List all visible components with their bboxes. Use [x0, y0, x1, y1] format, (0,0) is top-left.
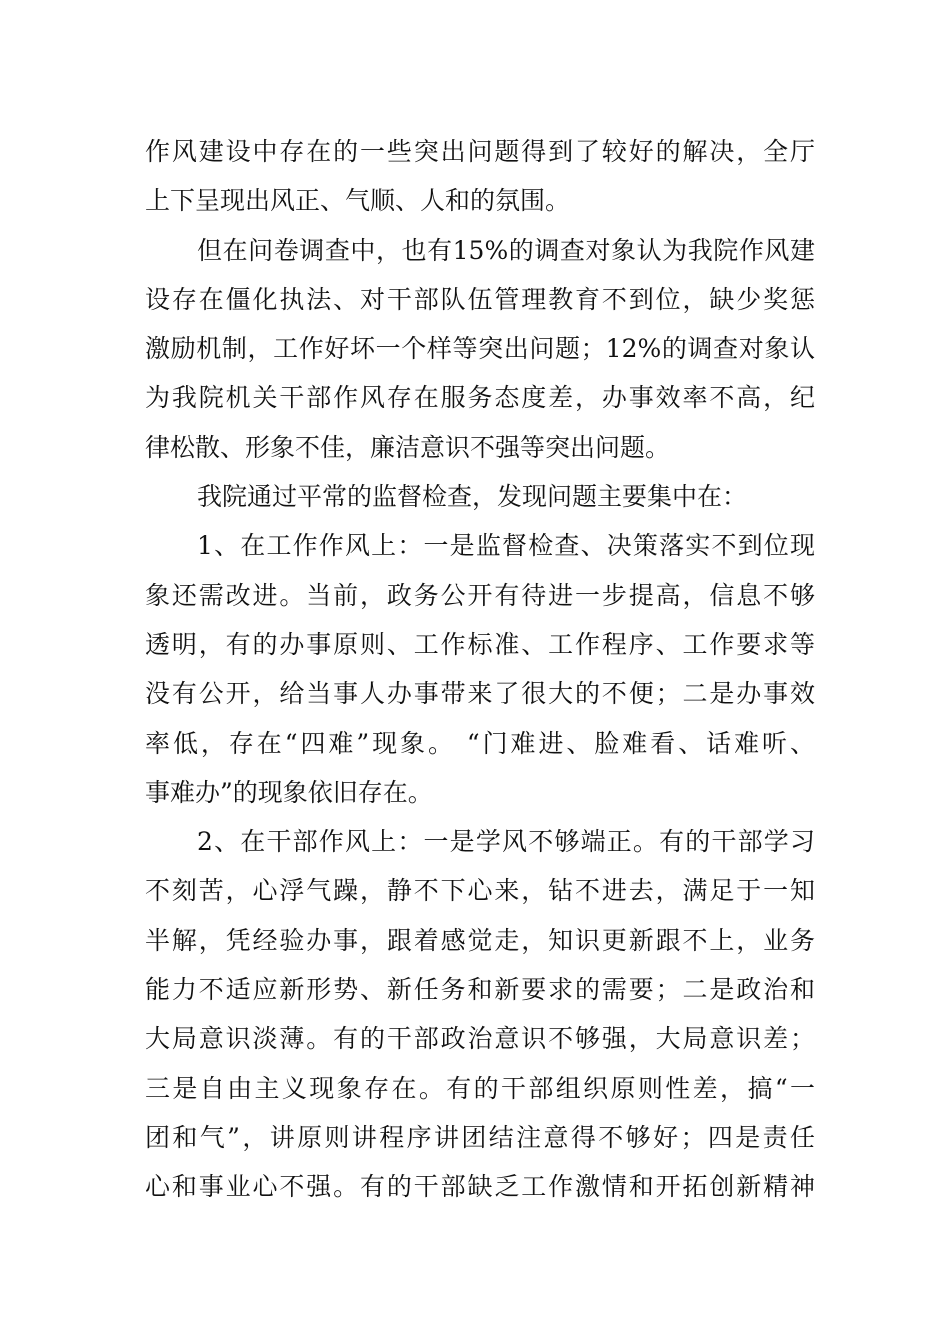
text-line: 作风建设中存在的一些突出问题得到了较好的解决，全厅	[145, 137, 815, 166]
text-line: 2、在干部作风上：一是学风不够端正。有的干部学习	[197, 827, 815, 857]
text-line: 上下呈现出风正、气顺、人和的氛围。	[145, 186, 571, 216]
text-line: 没有公开，给当事人办事带来了很大的不便；二是办事效	[145, 679, 815, 709]
text-line: 三是自由主义现象存在。有的干部组织原则性差，搞“一	[145, 1073, 815, 1103]
text-line: 能力不适应新形势、新任务和新要求的需要；二是政治和	[145, 975, 815, 1005]
document-body	[145, 127, 815, 1212]
text-line: 心和事业心不强。有的干部缺乏工作激情和开拓创新精神	[145, 1172, 815, 1202]
text-line: 大局意识淡薄。有的干部政治意识不够强，大局意识差；	[145, 1024, 815, 1054]
text-line: 事难办”的现象依旧存在。	[145, 777, 433, 807]
text-line: 但在问卷调查中，也有15%的调查对象认为我院作风建	[197, 235, 815, 265]
text-line: 团和气”，讲原则讲程序讲团结注意得不够好；四是责任	[145, 1122, 815, 1152]
text-line: 半解，凭经验办事，跟着感觉走，知识更新跟不上，业务	[145, 925, 815, 955]
text-line: 象还需改进。当前，政务公开有待进一步提高，信息不够	[145, 580, 815, 610]
text-line: 透明，有的办事原则、工作标准、工作程序、工作要求等	[145, 629, 815, 659]
text-line: 1、在工作作风上：一是监督检查、决策落实不到位现	[197, 531, 815, 561]
text-line: 不刻苦，心浮气躁，静不下心来，钻不进去，满足于一知	[145, 876, 815, 906]
text-line: 我院通过平常的监督检查，发现问题主要集中在：	[197, 482, 748, 512]
text-line: 激励机制，工作好坏一个样等突出问题；12%的调查对象认	[145, 334, 815, 364]
text-line: 设存在僵化执法、对干部队伍管理教育不到位，缺少奖惩	[145, 284, 815, 314]
text-line: 率低，存在“四难”现象。 “门难进、脸难看、话难听、	[145, 728, 815, 758]
text-line: 为我院机关干部作风存在服务态度差，办事效率不高，纪	[145, 383, 815, 413]
text-line: 律松散、形象不佳，廉洁意识不强等突出问题。	[145, 432, 671, 462]
